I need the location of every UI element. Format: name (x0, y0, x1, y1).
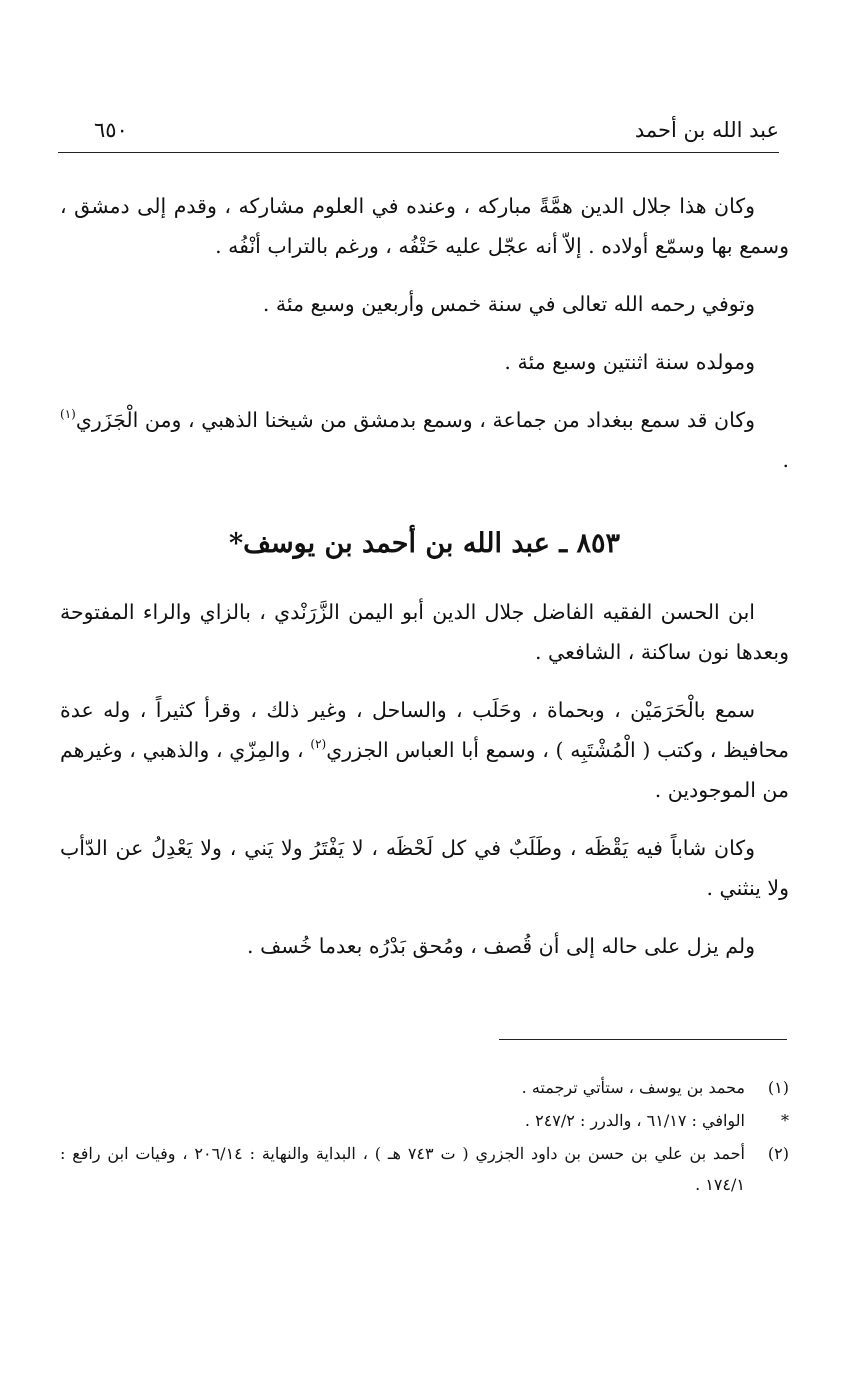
paragraph: وكان شاباً فيه يَقْظَه ، وطَلَبٌ في كل لَحْظَه ، لا يَفْتَرُ ولا يَني ، ولا يَعْدِلُ عن الدّأب ولا ينثني . (60, 836, 789, 900)
footnote-text: محمد بن يوسف ، ستأتي ترجمته . (521, 1078, 745, 1097)
footnote-reference: (٢) (310, 737, 327, 751)
paragraph-text: وكان قد سمع ببغداد من جماعة ، وسمع بدمشق من شيخنا الذهبي ، ومن الْجَزَري (75, 408, 755, 432)
paragraph: ومولده سنة اثنتين وسبع مئة . (504, 350, 755, 374)
paragraph (60, 400, 789, 480)
footnote (60, 1072, 789, 1103)
main-text (60, 186, 789, 984)
footnote-divider (499, 1039, 787, 1040)
running-header (58, 112, 779, 153)
paragraph-end: . (782, 448, 789, 472)
footnote-marker: (١) (767, 1078, 789, 1097)
paragraph: وكان هذا جلال الدين همَّةً مباركه ، وعنده في العلوم مشاركه ، وقدم إلى دمشق ، وسمع بها وسمّع أولاده . إلاّ أنه عجّل عليه حَتْفُه ، ورغم بالتراب أنْفُه . (60, 194, 789, 258)
footnotes (60, 1072, 789, 1202)
paragraph: ابن الحسن الفقيه الفاضل جلال الدين أبو اليمن الزَّرَنْدي ، بالزاي والراء المفتوحة وبعدها نون ساكنة ، الشافعي . (60, 600, 789, 664)
footnote (60, 1138, 789, 1200)
footnote-text: الوافي : ٦١/١٧ ، والدرر : ٢٤٧/٢ . (524, 1111, 745, 1130)
footnote-reference: (١) (60, 407, 76, 421)
paragraph: وتوفي رحمه الله تعالى في سنة خمس وأربعين وسبع مئة . (262, 292, 755, 316)
footnote-marker: * (781, 1111, 789, 1130)
paragraph (60, 690, 789, 810)
footnote-marker: (٢) (767, 1144, 789, 1163)
paragraph: ولم يزل على حاله إلى أن قُصف ، ومُحق بَدْرُه بعدما خُسف . (247, 934, 755, 958)
footnote (60, 1105, 789, 1136)
page-number: ٦٥٠ (94, 118, 128, 142)
paragraph-text: سمع بالْحَرَمَيْن ، وبحماة ، وحَلَب ، والساحل ، وغير ذلك ، وقرأ كثيراً ، وله عدة محافيظ ، وكتب ( الْمُشْتَبِه ) ، وسمع أبا العباس الجزري (60, 698, 789, 762)
footnote-text: أحمد بن علي بن حسن بن داود الجزري ( ت ٧٤٣ هـ ) ، البداية والنهاية : ٢٠٦/١٤ ، وفيات ابن رافع : ١٧٤/١ . (60, 1144, 746, 1194)
paragraph-text: ، والمِزّي ، والذهبي ، وغيرهم من الموجودين . (60, 738, 789, 802)
running-title: عبد الله بن أحمد (634, 118, 779, 142)
entry-heading: ٨٥٣ ـ عبد الله بن أحمد بن يوسف* (228, 528, 621, 559)
